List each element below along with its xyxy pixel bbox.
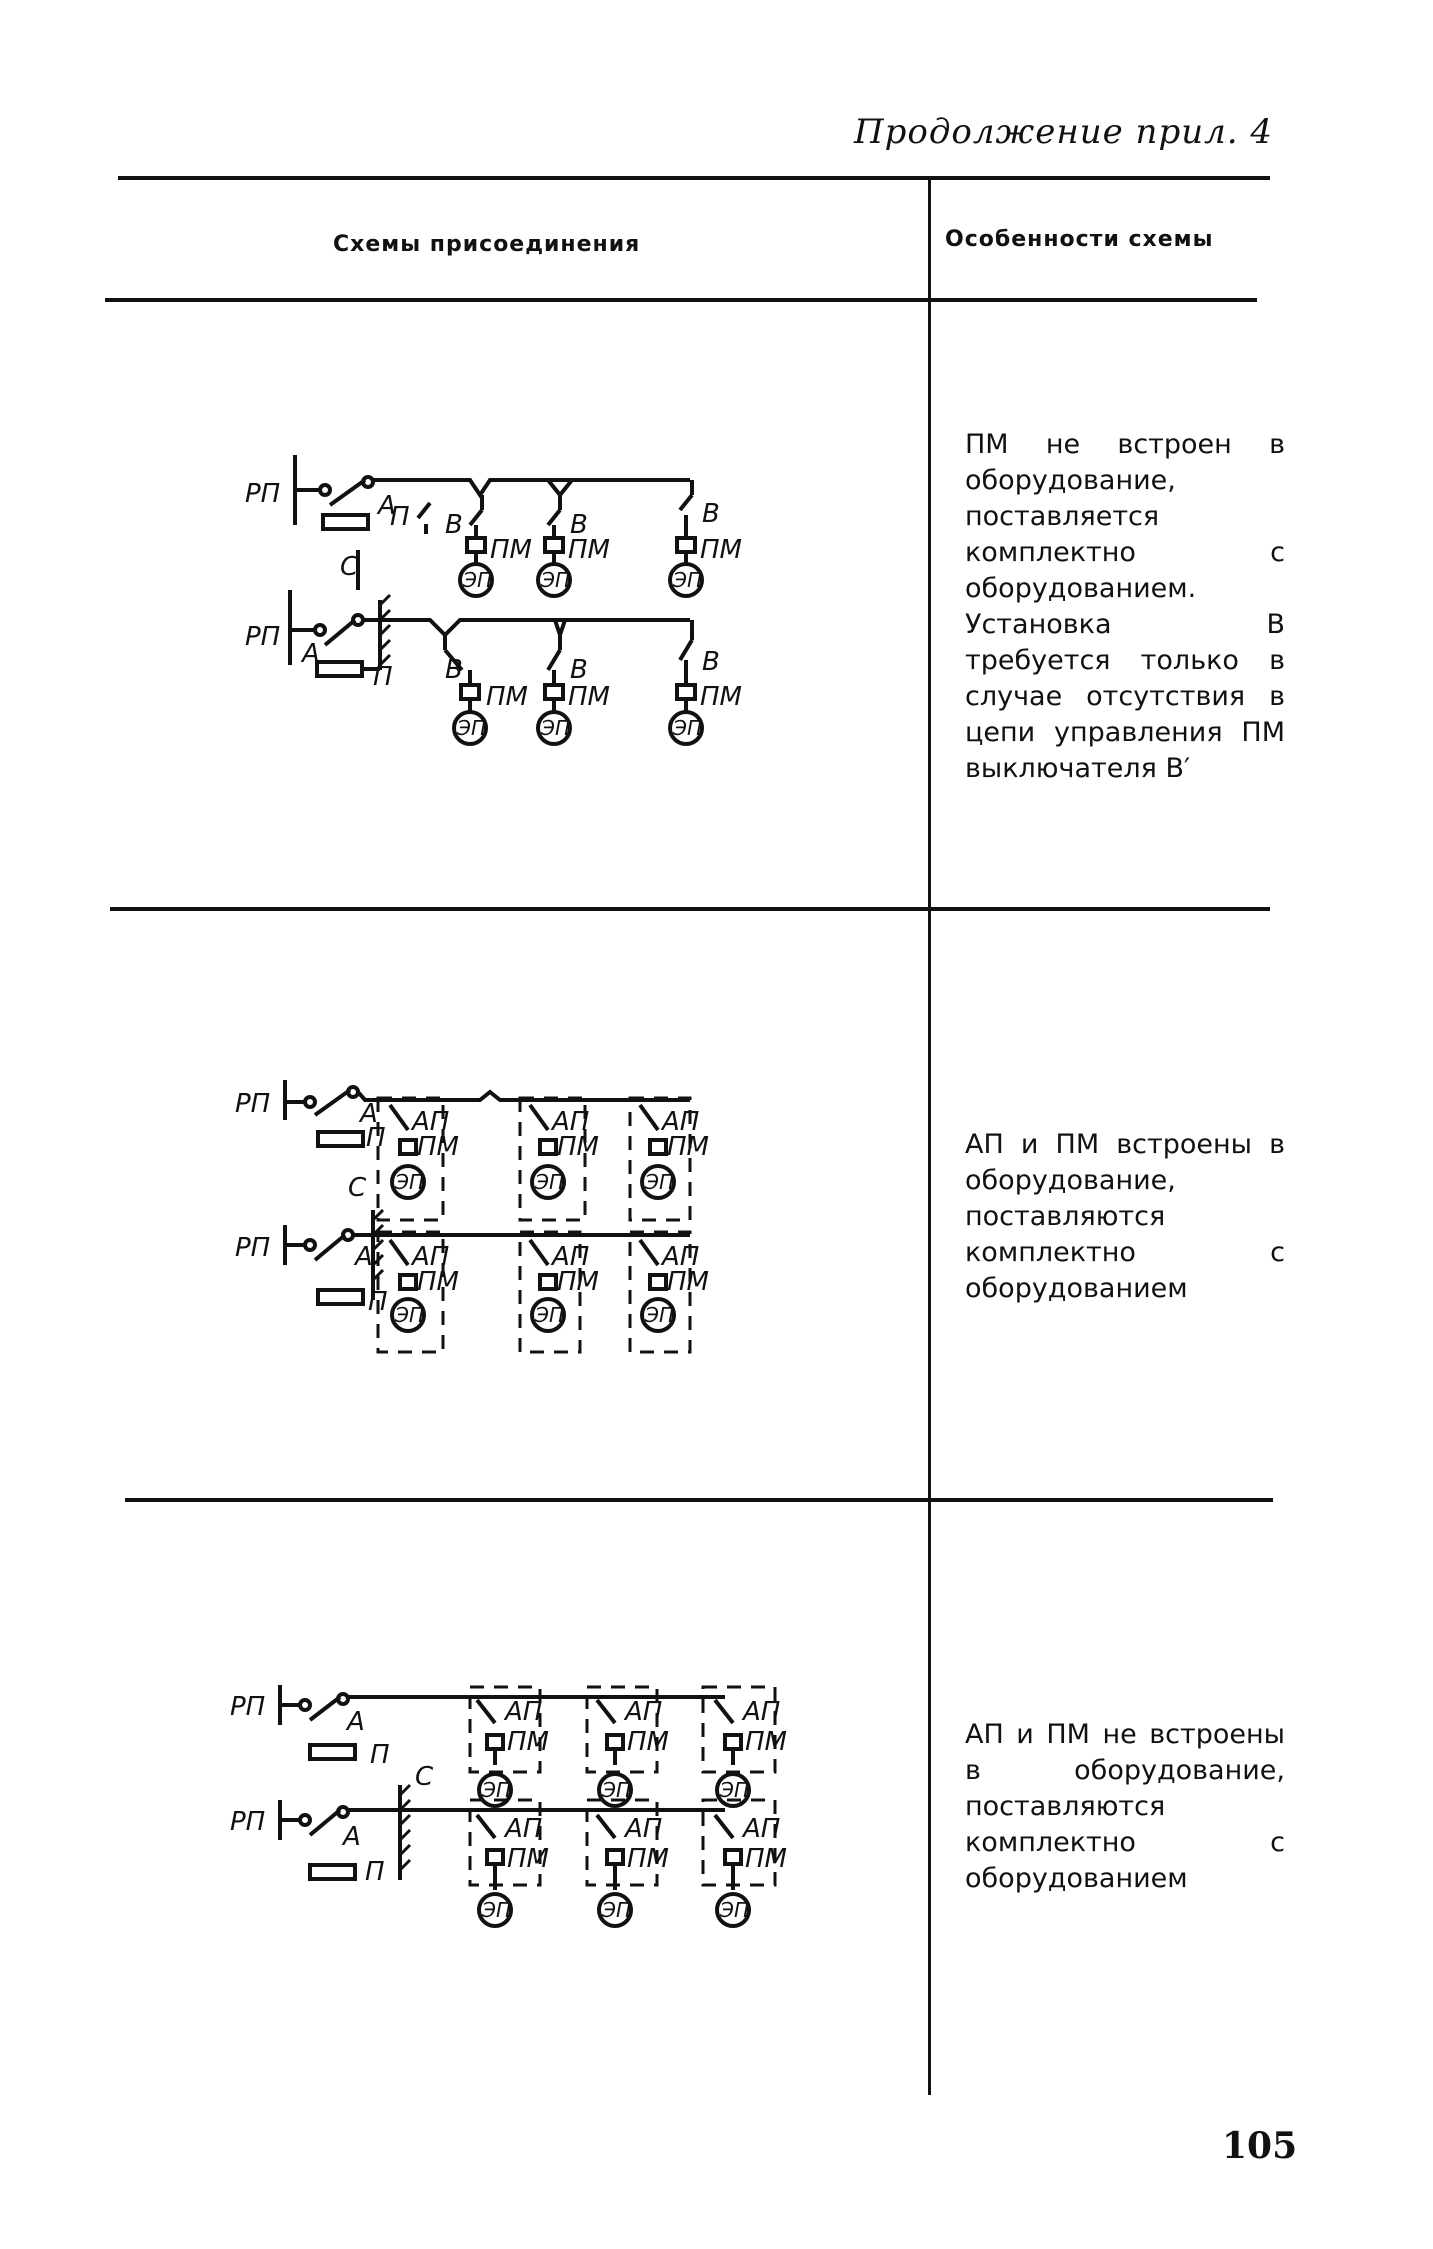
row2-label-ap-6: АП	[662, 1242, 700, 1272]
row2-label-p-upper: П	[366, 1123, 386, 1153]
row1-label-a-lower: А	[302, 639, 320, 669]
row3-label-ap-3: АП	[743, 1697, 781, 1727]
column-header-features: Особенности схемы	[945, 227, 1214, 252]
row1-label-ep-2: ЭП	[541, 568, 571, 592]
row1-label-p-upper: П	[390, 502, 410, 532]
row3-label-rp-lower: РП	[230, 1807, 266, 1837]
row2-label-ap-2: АП	[552, 1107, 590, 1137]
row2-label-ep-6: ЭП	[645, 1303, 675, 1327]
row3-label-ap-4: АП	[505, 1814, 543, 1844]
row1-label-v-4: В	[445, 655, 463, 685]
row2-label-pm-3: ПМ	[667, 1132, 709, 1162]
row1-description: ПМ не встроен в оборудование, поставляется комплектно с оборудованием. Установка В требуется только в случае отсутствия в цепи управления ПМ выключателя В′	[965, 429, 1285, 784]
row1-label-v-2: В	[570, 510, 588, 540]
row2-label-ep-1: ЭП	[395, 1170, 425, 1194]
row2-label-a-upper: А	[360, 1099, 378, 1129]
row1-upper-unit	[418, 503, 430, 534]
row3-label-ep-6: ЭП	[720, 1898, 750, 1922]
row3-label-pm-3: ПМ	[745, 1727, 787, 1757]
row2-label-rp-upper: РП	[235, 1089, 271, 1119]
row1-label-ep-6: ЭП	[673, 716, 703, 740]
row3-label-ep-3: ЭП	[720, 1778, 750, 1802]
row3-label-pm-5: ПМ	[627, 1844, 669, 1874]
row3-label-ap-5: АП	[625, 1814, 663, 1844]
row2-label-ep-5: ЭП	[535, 1303, 565, 1327]
row1-label-pm-5: ПМ	[568, 682, 610, 712]
row3-label-ep-1: ЭП	[482, 1778, 512, 1802]
column-divider	[928, 180, 931, 2095]
row2-label-pm-2: ПМ	[557, 1132, 599, 1162]
row2-label-a-lower: А	[355, 1242, 373, 1272]
row3-label-p-lower: П	[365, 1857, 385, 1887]
table-top-rule	[118, 176, 1270, 180]
row3-label-p-upper: П	[370, 1740, 390, 1770]
row3-label-ap-1: АП	[505, 1697, 543, 1727]
row3-scheme-diagram	[225, 1665, 805, 1975]
row1-label-v-5: В	[570, 655, 588, 685]
row2-label-ap-1: АП	[412, 1107, 450, 1137]
row2-label-s: С	[348, 1173, 367, 1203]
row1-bottom-rule	[110, 907, 1270, 911]
row3-label-pm-4: ПМ	[507, 1844, 549, 1874]
row3-description: АП и ПМ не встроены в оборудование, поставляются комплектно с оборудованием	[965, 1719, 1285, 1894]
row1-label-v-1: В	[445, 510, 463, 540]
row2-label-pm-5: ПМ	[557, 1267, 599, 1297]
row1-label-ep-5: ЭП	[541, 716, 571, 740]
row1-label-s: С	[340, 552, 359, 582]
row2-label-ap-4: АП	[412, 1242, 450, 1272]
row2-label-pm-4: ПМ	[417, 1267, 459, 1297]
row3-label-pm-2: ПМ	[627, 1727, 669, 1757]
row2-label-ep-3: ЭП	[645, 1170, 675, 1194]
row2-label-ep-4: ЭП	[395, 1303, 425, 1327]
row1-label-pm-2: ПМ	[568, 535, 610, 565]
row3-label-ep-5: ЭП	[602, 1898, 632, 1922]
row1-label-ep-1: ЭП	[463, 568, 493, 592]
row2-label-ap-5: АП	[552, 1242, 590, 1272]
row3-label-ep-4: ЭП	[482, 1898, 512, 1922]
row3-label-pm-6: ПМ	[745, 1844, 787, 1874]
row3-label-rp-upper: РП	[230, 1692, 266, 1722]
row3-label-a-upper: А	[347, 1707, 365, 1737]
row2-label-p-lower: П	[368, 1287, 388, 1317]
row2-scheme-diagram	[230, 1060, 790, 1380]
header-bottom-rule	[105, 298, 1257, 302]
row2-label-ep-2: ЭП	[535, 1170, 565, 1194]
column-header-schemes: Схемы присоединения	[333, 232, 641, 257]
row1-label-rp-lower: РП	[245, 622, 281, 652]
row2-label-rp-lower: РП	[235, 1233, 271, 1263]
row3-label-a-lower: А	[343, 1822, 361, 1852]
continuation-note: Продолжение прил. 4	[854, 112, 1273, 152]
row1-label-v-6: В	[702, 647, 720, 677]
row1-label-ep-3: ЭП	[673, 568, 703, 592]
row3-label-ap-2: АП	[625, 1697, 663, 1727]
row2-description: АП и ПМ встроены в оборудование, поставляются комплектно с оборудованием	[965, 1129, 1285, 1304]
page-number: 105	[1222, 2125, 1298, 2167]
row1-label-pm-3: ПМ	[700, 535, 742, 565]
row1-scheme-diagram	[230, 440, 790, 800]
row3-label-ap-6: АП	[743, 1814, 781, 1844]
row1-label-v-3: В	[702, 499, 720, 529]
row3-label-s: С	[415, 1762, 434, 1792]
row1-label-rp-upper: РП	[245, 479, 281, 509]
row2-label-ap-3: АП	[662, 1107, 700, 1137]
row3-label-pm-1: ПМ	[507, 1727, 549, 1757]
row2-bottom-rule	[125, 1498, 1273, 1502]
row1-label-pm-1: ПМ	[490, 535, 532, 565]
row1-label-p-lower: П	[373, 662, 393, 692]
row1-label-ep-4: ЭП	[457, 716, 487, 740]
row1-label-pm-4: ПМ	[486, 682, 528, 712]
row1-label-a-upper: А	[378, 491, 396, 521]
row1-label-pm-6: ПМ	[700, 682, 742, 712]
row3-label-ep-2: ЭП	[602, 1778, 632, 1802]
row2-label-pm-1: ПМ	[417, 1132, 459, 1162]
row2-label-pm-6: ПМ	[667, 1267, 709, 1297]
